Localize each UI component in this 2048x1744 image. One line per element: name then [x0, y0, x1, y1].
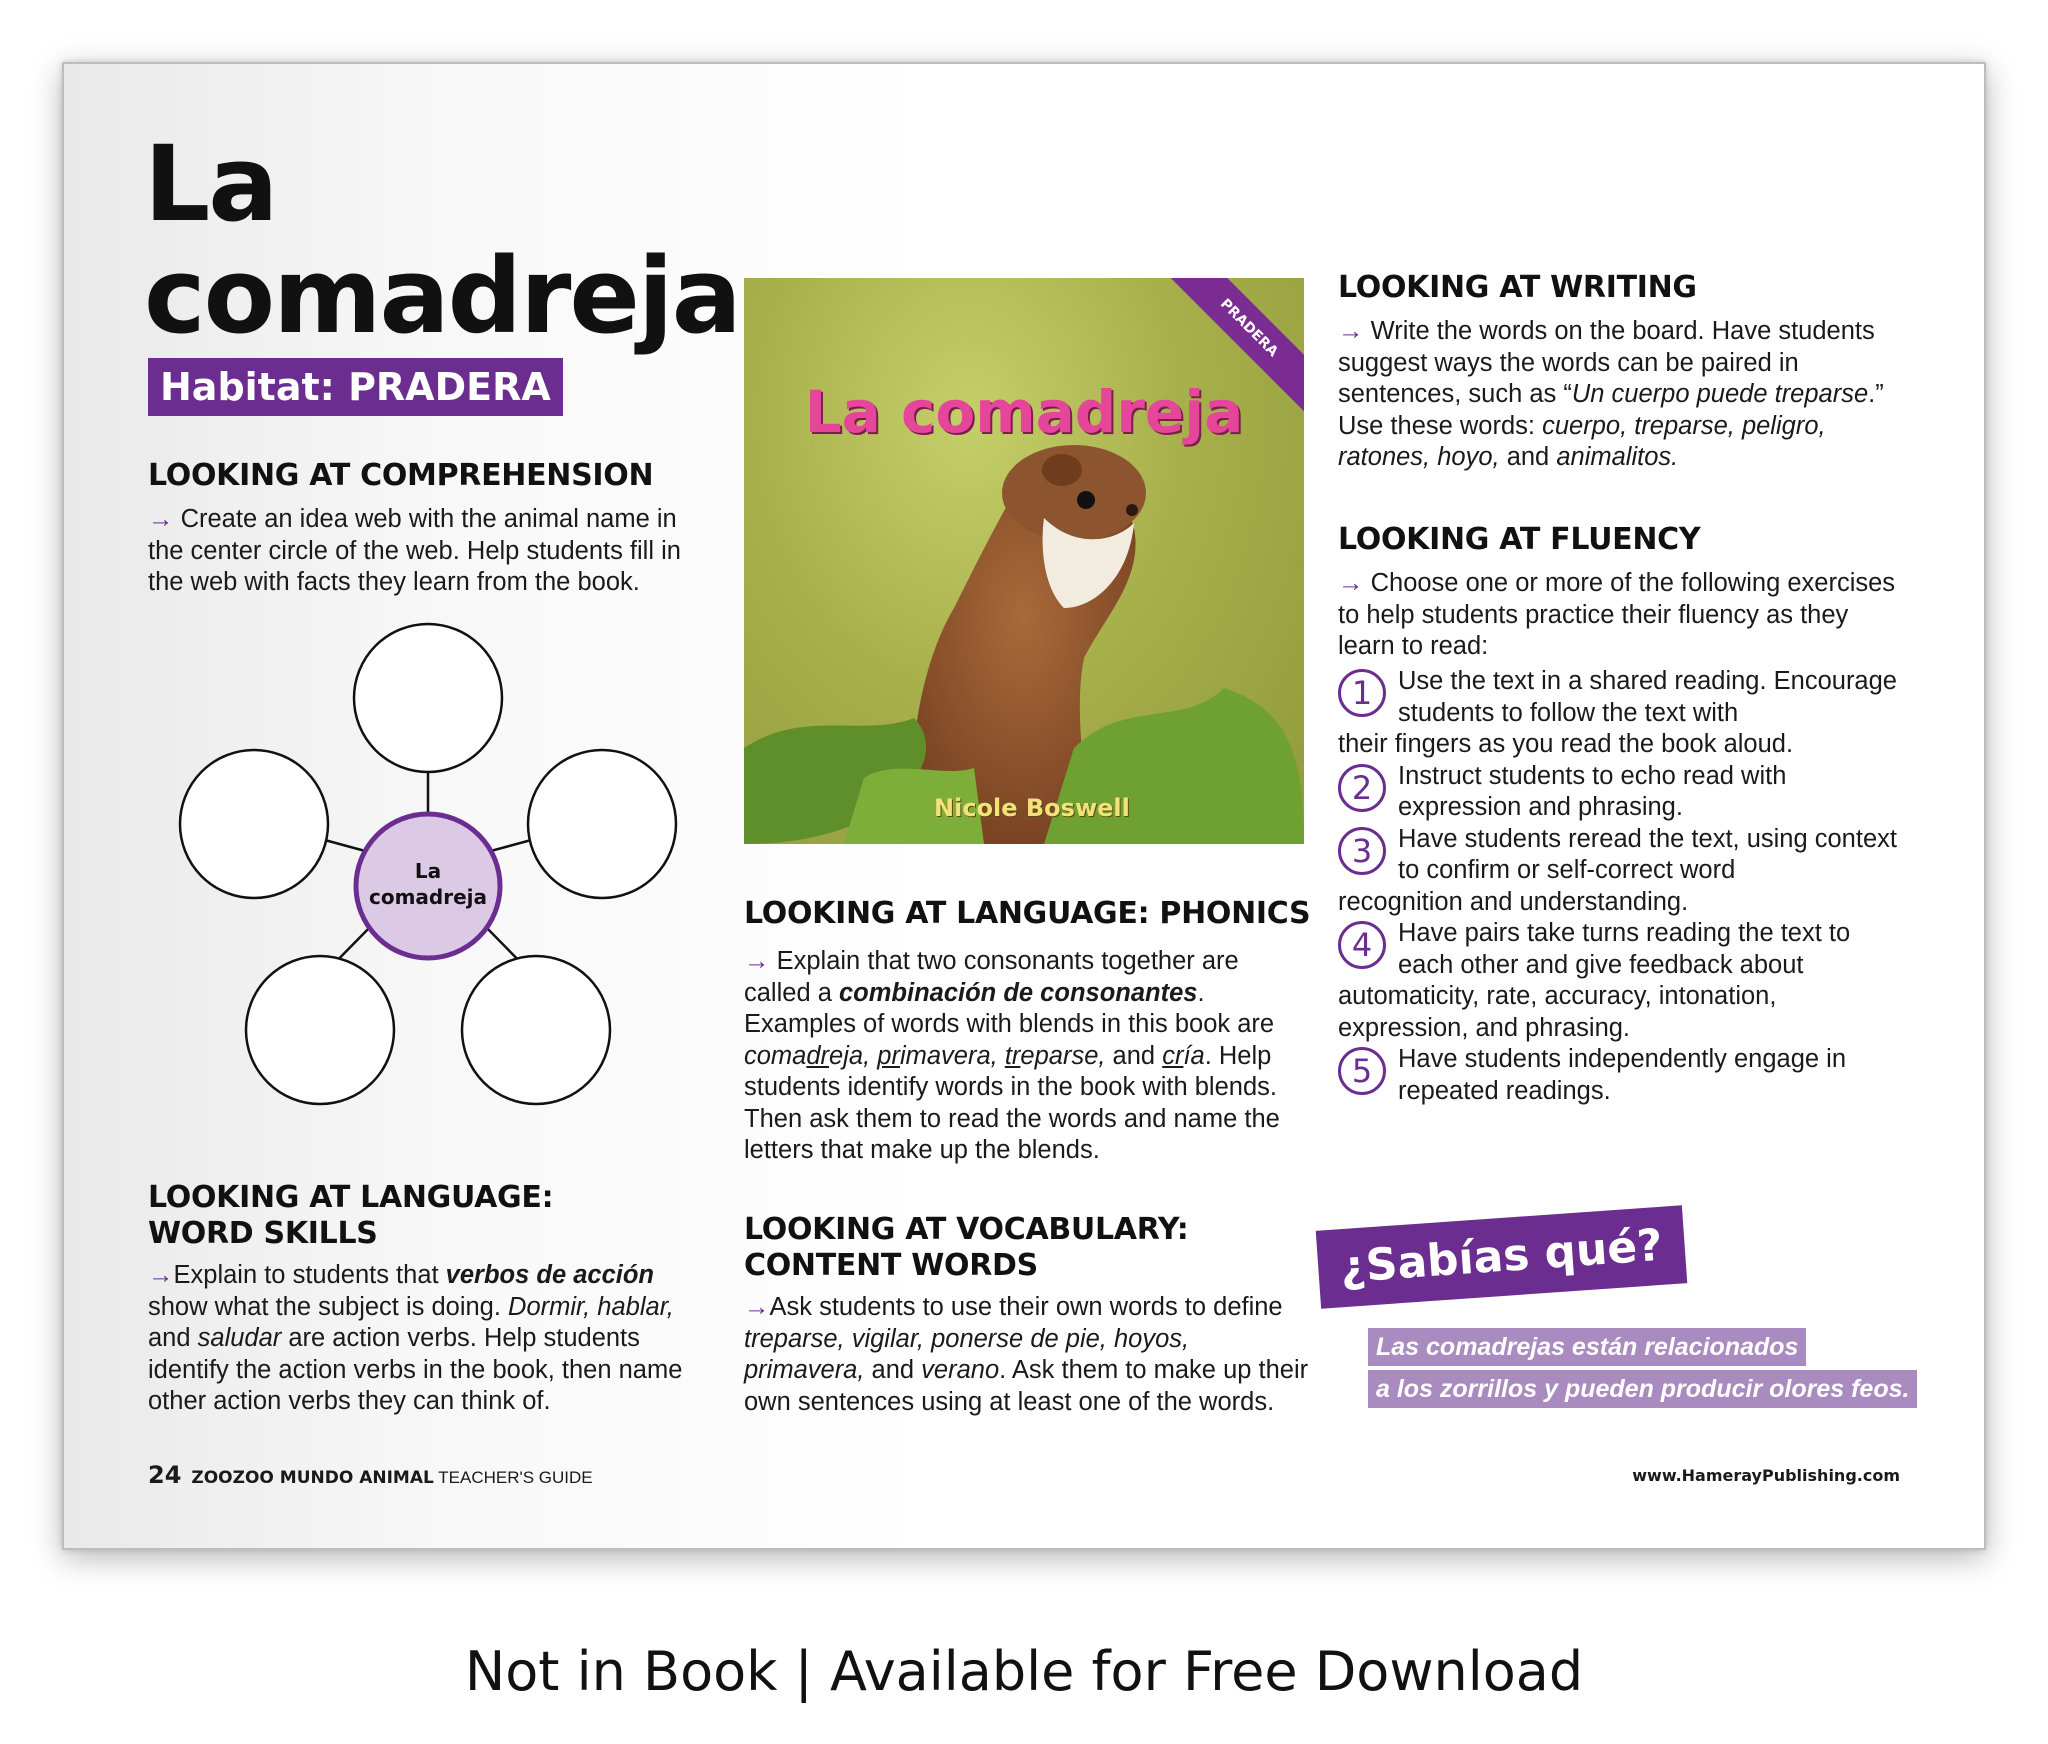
fluency-item: 3 Have students reread the text, using context to confirm or self-correct word recognition and understanding.: [1338, 824, 1897, 916]
vocabulary-heading: LOOKING AT VOCABULARY: CONTENT WORDS: [744, 1212, 1189, 1283]
fact-line-2: a los zorrillos y pueden producir olores feos.: [1368, 1370, 1917, 1408]
series-name: ZOOZOO MUNDO ANIMAL: [191, 1468, 434, 1488]
web-circle-right: [528, 750, 676, 898]
guide-label: TEACHER'S GUIDE: [438, 1468, 593, 1487]
fluency-item: 5 Have students independently engage in repeated readings.: [1338, 1044, 1908, 1107]
arrow-icon: →: [744, 947, 770, 975]
vocabulary-text: →Ask students to use their own words to define treparse, vigilar, ponerse de pie, hoyos, primavera, and verano. Ask them to make up their own sentences using at least one of the words.: [744, 1293, 1309, 1416]
number-3-icon: 3: [1338, 827, 1386, 875]
web-circle-bottom-left: [246, 956, 394, 1104]
web-circle-bottom-right: [462, 956, 610, 1104]
book-cover: [744, 278, 1304, 844]
writing-text: → Write the words on the board. Have students suggest ways the words can be paired in sentences, such as “Un cuerpo puede treparse.” Use these words: cuerpo, treparse, peligro, ratones, hoyo, and animalitos.: [1338, 317, 1884, 471]
arrow-icon: →: [1338, 317, 1364, 345]
fluency-intro: → Choose one or more of the following exercises to help students practice their fluency as they learn to read:: [1338, 569, 1896, 660]
page-title: La comadreja: [144, 123, 740, 357]
fluency-item: 2 Instruct students to echo read with expression and phrasing.: [1338, 761, 1908, 824]
sabias-que-badge: ¿Sabías qué?: [1316, 1205, 1687, 1308]
writing-heading: LOOKING AT WRITING: [1338, 270, 1697, 305]
cover-habitat-band: PRADERA: [1157, 278, 1304, 420]
comprehension-heading: LOOKING AT COMPREHENSION: [148, 458, 654, 493]
fluency-heading: LOOKING AT FLUENCY: [1338, 522, 1701, 557]
word-skills-text: →Explain to students that verbos de acción show what the subject is doing. Dormir, hablar, and saludar are action verbs. Help students identify the action verbs in the book, then name other action verbs they can think of.: [148, 1261, 683, 1415]
idea-web: [170, 618, 690, 1108]
comprehension-text: → Create an idea web with the animal name in the center circle of the web. Help students fill in the web with facts they learn from the book.: [148, 505, 681, 596]
arrow-icon: →: [148, 1261, 174, 1289]
fact-line-1: Las comadrejas están relacionados: [1368, 1328, 1806, 1366]
phonics-heading: LOOKING AT LANGUAGE: PHONICS: [744, 896, 1311, 931]
page-number: 24: [148, 1461, 182, 1489]
download-caption: Not in Book | Available for Free Download: [464, 1640, 1584, 1703]
fluency-item: 4 Have pairs take turns reading the text to each other and give feedback about automaticity, rate, accuracy, intonation, expression, and phrasing.: [1338, 919, 1851, 1042]
fluency-item: 1 Use the text in a shared reading. Encourage students to follow the text with their fingers as you read the book aloud.: [1338, 667, 1897, 758]
arrow-icon: →: [148, 505, 174, 533]
cover-title: La comadreja: [804, 378, 1244, 446]
web-circle-top: [354, 624, 502, 772]
word-skills-heading: LOOKING AT LANGUAGE: WORD SKILLS: [148, 1180, 554, 1251]
habitat-badge: Habitat: PRADERA: [148, 358, 563, 416]
number-2-icon: 2: [1338, 764, 1386, 812]
web-circle-left: [180, 750, 328, 898]
number-1-icon: 1: [1338, 669, 1386, 717]
number-5-icon: 5: [1338, 1047, 1386, 1095]
cover-author: Nicole Boswell: [934, 794, 1130, 822]
number-4-icon: 4: [1338, 921, 1386, 969]
fluency-list: [1338, 666, 1908, 1107]
web-center-line2: comadreja: [368, 885, 488, 909]
phonics-text: → Explain that two consonants together are called a combinación de consonantes. Examples of words with blends in this book are comadreja, primavera, treparse, and cría. Help students identify words in the book with blends. Then ask them to read the words and name the letters that make up the blends.: [744, 947, 1280, 1164]
arrow-icon: →: [744, 1293, 770, 1321]
arrow-icon: →: [1338, 569, 1364, 597]
publisher-url[interactable]: www.HamerayPublishing.com: [1632, 1466, 1900, 1485]
footer-left: [148, 1462, 593, 1491]
weasel-photo: [744, 278, 1304, 844]
web-center-line1: La: [414, 859, 442, 883]
